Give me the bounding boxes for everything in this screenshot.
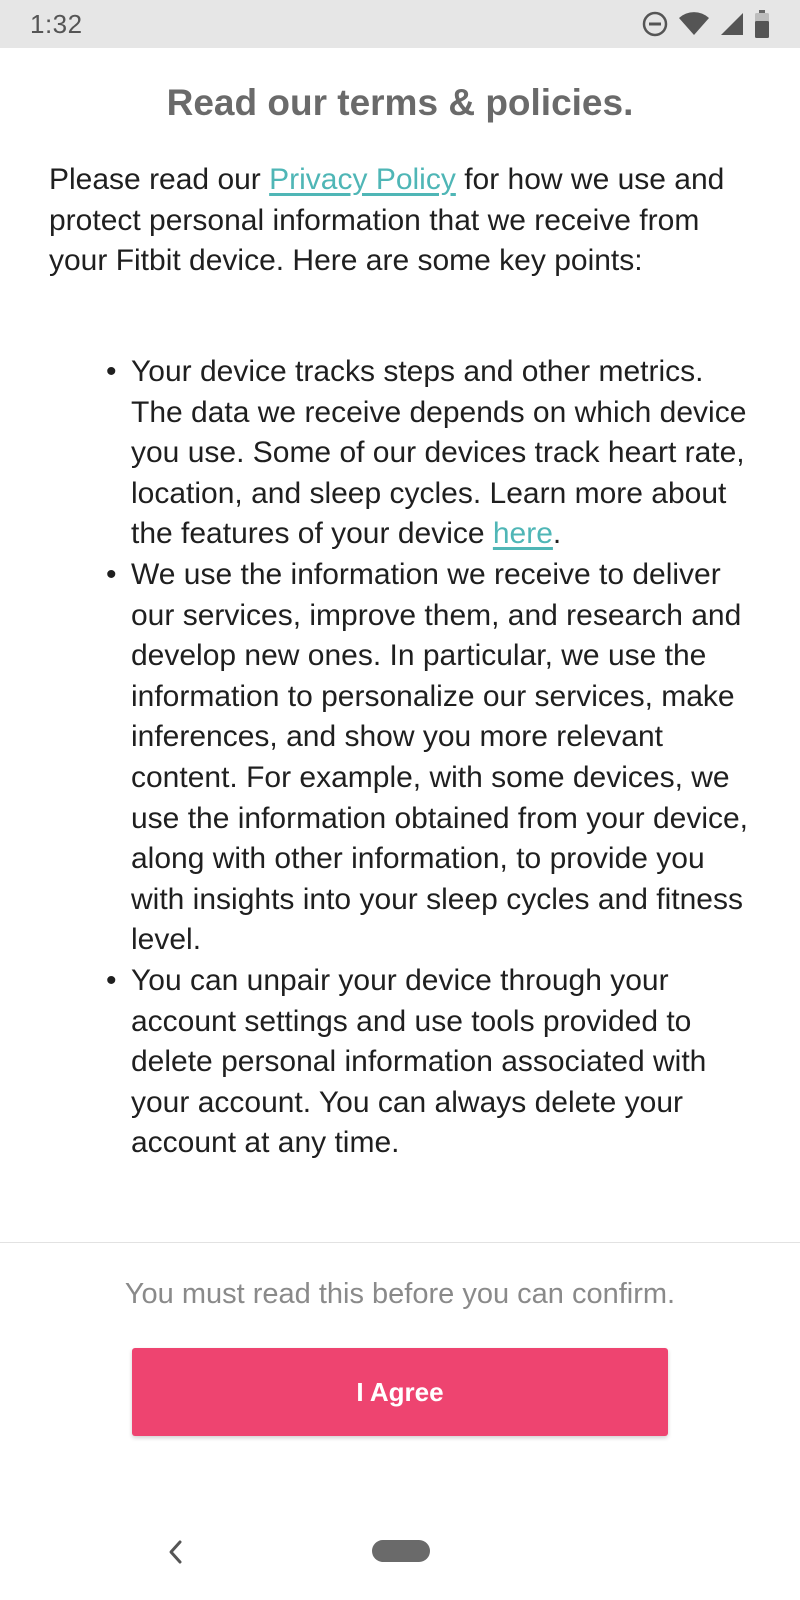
key-points-list	[49, 352, 761, 1164]
bullet-text: We use the information we receive to deliver our services, improve them, and research and develop new ones. In particular, we use the information to personalize our services, make inferences, and show you more relevant content. For example, with some devices, we use the information obtained from your device, along with other information, to provide you with insights into your sleep cycles and fitness level.	[131, 557, 749, 957]
intro-paragraph	[49, 160, 761, 282]
privacy-policy-link[interactable]: Privacy Policy	[269, 163, 456, 196]
battery-icon	[754, 10, 770, 38]
status-bar	[0, 0, 800, 48]
page-title: Read our terms & policies.	[166, 82, 634, 123]
bullet-text-after-link: .	[552, 517, 562, 551]
bullet-icon: •	[106, 963, 117, 997]
home-pill-icon[interactable]	[372, 1540, 430, 1562]
list-item	[49, 352, 761, 555]
intro-text-before-link: Please read our	[49, 163, 270, 196]
status-icons	[642, 10, 770, 38]
bullet-text: Your device tracks steps and other metrics. The data we receive depends on which device you use. Some of our devices track heart rate, location, and sleep cycles. Learn more about the features of your device	[131, 355, 747, 551]
bullet-text: You can unpair your device through your account settings and use tools provided to delete personal information associated with your account. You can always delete your account at any time.	[131, 963, 707, 1160]
list-item	[49, 961, 761, 1164]
status-time: 1:32	[30, 8, 83, 39]
device-features-link[interactable]: here	[492, 517, 553, 551]
list-item	[49, 555, 761, 961]
back-icon[interactable]	[160, 1532, 190, 1572]
read-before-confirm-note: You must read this before you can confirm.	[124, 1278, 676, 1310]
agree-button[interactable]: I Agree	[132, 1348, 668, 1436]
wifi-icon	[678, 11, 710, 37]
cellular-signal-icon	[720, 11, 744, 37]
intro-text-after-link: for how we use and protect personal information that we receive from your Fitbit device. Here are some key points:	[49, 163, 725, 277]
bullet-icon: •	[106, 355, 117, 388]
terms-content[interactable]	[0, 48, 800, 1242]
bullet-icon: •	[106, 557, 117, 591]
do-not-disturb-icon	[642, 11, 668, 37]
footer-divider	[0, 1242, 800, 1243]
